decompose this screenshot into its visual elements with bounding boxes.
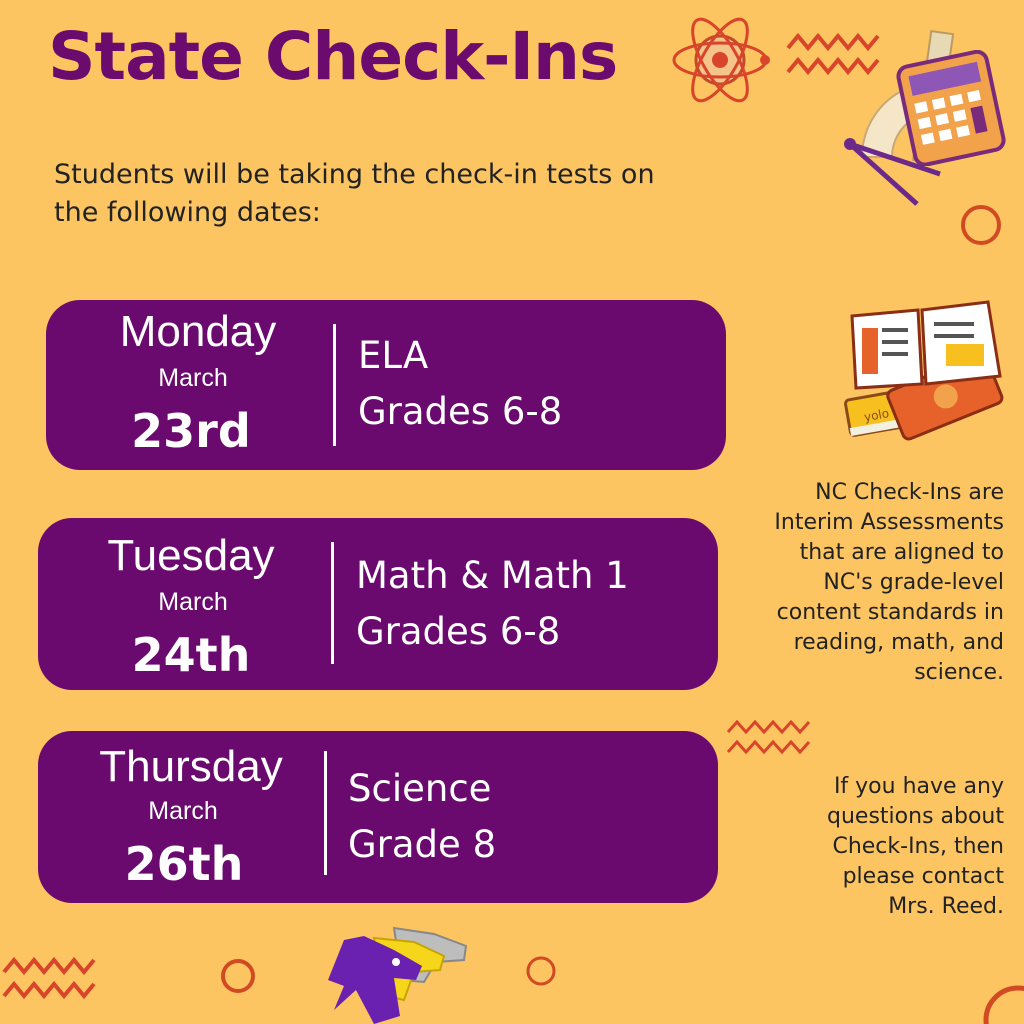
subject-label: Science [348, 767, 492, 810]
contact-text [827, 772, 1004, 922]
contact-line: questions about [827, 804, 1004, 829]
circle-decoration [524, 954, 558, 988]
date-label: 23rd [131, 404, 251, 458]
grades-label: Grades 6-8 [358, 390, 563, 433]
day-label: Monday [119, 307, 277, 356]
day-label: Tuesday [107, 531, 275, 580]
contact-line: Mrs. Reed. [888, 894, 1004, 919]
month-label: March [148, 797, 218, 825]
schedule-card-thursday [38, 731, 718, 903]
divider [331, 542, 334, 664]
info-line: content standards in [776, 600, 1004, 625]
contact-line: If you have any [833, 774, 1004, 799]
mustang-mascot-icon [304, 920, 476, 1024]
day-label: Thursday [99, 742, 283, 791]
subject-label: ELA [358, 334, 429, 377]
circle-decoration [978, 980, 1024, 1024]
info-text [774, 478, 1004, 688]
info-line: reading, math, and [793, 630, 1004, 655]
zigzag-decoration [726, 718, 816, 758]
page-title: State Check-Ins [48, 18, 618, 95]
divider [333, 324, 336, 446]
schedule-card-tuesday [38, 518, 718, 690]
month-label: March [158, 364, 228, 392]
books-icon [838, 292, 1008, 452]
info-line: science. [914, 660, 1004, 685]
subject-label: Math & Math 1 [356, 554, 629, 597]
compass-icon [842, 130, 952, 210]
date-label: 26th [124, 837, 244, 891]
month-label: March [158, 588, 228, 616]
info-line: Interim Assessments [774, 510, 1004, 535]
circle-decoration [218, 956, 258, 996]
zigzag-decoration [2, 956, 102, 1006]
grades-label: Grades 6-8 [356, 610, 561, 653]
contact-line: please contact [842, 864, 1004, 889]
grades-label: Grade 8 [348, 823, 497, 866]
date-label: 24th [131, 628, 251, 682]
atom-icon [668, 8, 778, 113]
info-line: NC's grade-level [823, 570, 1004, 595]
info-line: that are aligned to [799, 540, 1004, 565]
contact-line: Check-Ins, then [832, 834, 1004, 859]
intro-text: Students will be taking the check-in tests on the following dates: [54, 159, 655, 228]
circle-decoration [958, 202, 1004, 248]
divider [324, 751, 327, 875]
info-line: NC Check-Ins are [815, 480, 1004, 505]
schedule-card-monday [46, 300, 726, 470]
book-label: yolo [862, 406, 891, 425]
